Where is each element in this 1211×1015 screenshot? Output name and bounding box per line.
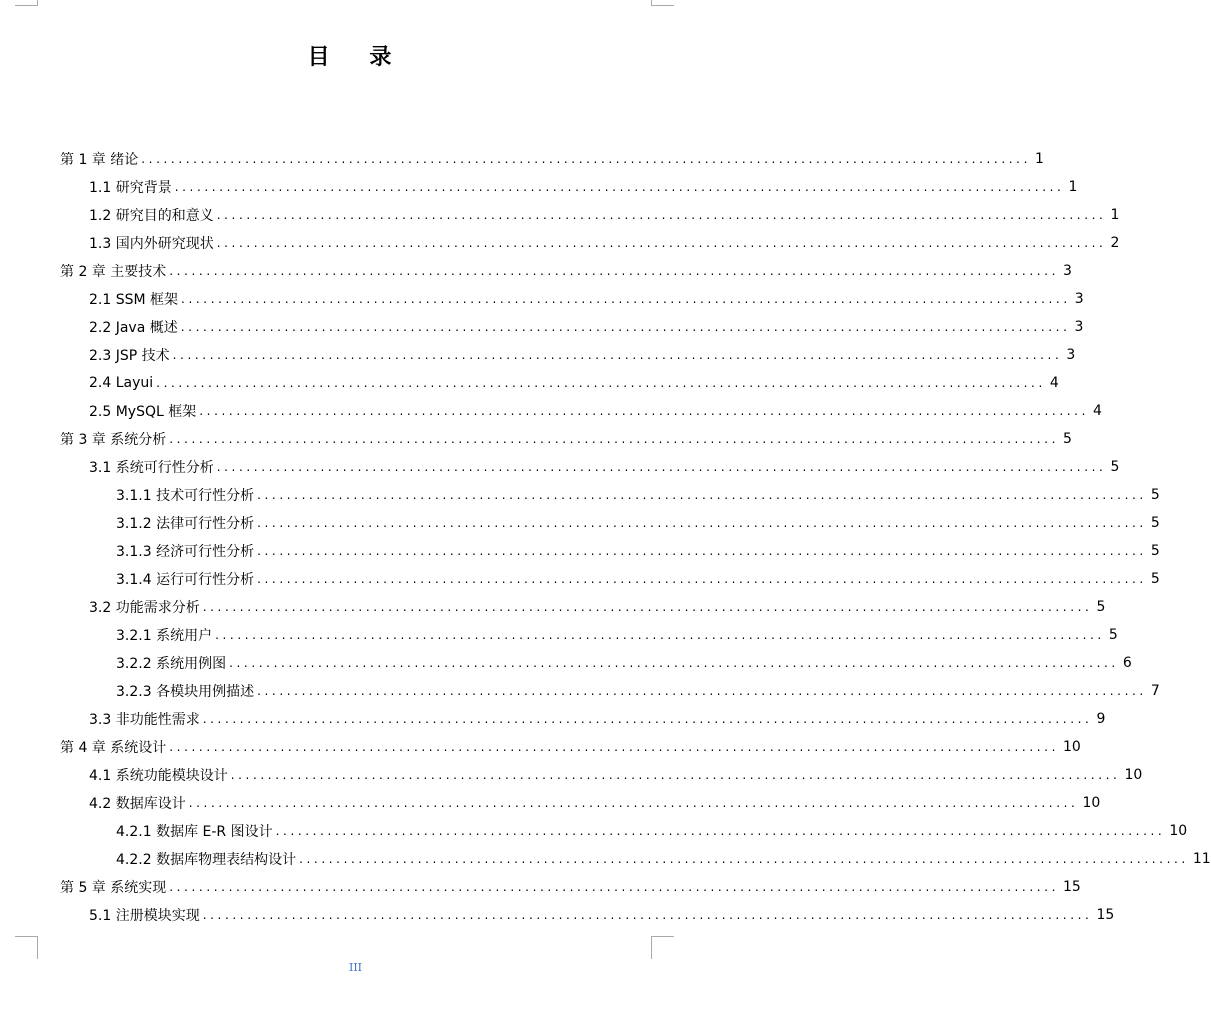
toc-entry-page: 11 xyxy=(1192,851,1211,867)
dot-leader: ........................................................................................................................ xyxy=(257,488,1147,502)
toc-entry-page: 5 xyxy=(1096,599,1106,615)
toc-entry[interactable] xyxy=(60,649,1132,677)
toc-entry[interactable] xyxy=(60,509,1160,537)
dot-leader: ........................................................................................................................ xyxy=(188,796,1079,810)
toc-entry-label: 4.2.2 数据库物理表结构设计 xyxy=(116,852,297,868)
corner-mark-top-right xyxy=(651,0,674,6)
toc-entry-page: 5 xyxy=(1110,459,1120,475)
toc-entry[interactable] xyxy=(60,201,1120,229)
toc-entry[interactable] xyxy=(60,453,1120,481)
dot-leader: ........................................................................................................................ xyxy=(169,880,1059,894)
toc-entry-label: 2.5 MySQL 框架 xyxy=(89,404,197,420)
toc-entry-label: 第 4 章 系统设计 xyxy=(60,740,167,756)
toc-entry-label: 2.2 Java 概述 xyxy=(89,320,178,336)
toc-entry-page: 5 xyxy=(1063,431,1072,447)
toc-entry-label: 3.2.2 系统用例图 xyxy=(116,656,227,672)
toc-entry-page: 2 xyxy=(1110,235,1120,251)
toc-entry-page: 7 xyxy=(1150,683,1160,699)
toc-entry-label: 5.1 注册模块实现 xyxy=(89,908,200,924)
dot-leader: ........................................................................................................................ xyxy=(141,152,1031,166)
toc-entry-page: 5 xyxy=(1108,627,1118,643)
toc-entry-page: 10 xyxy=(1124,767,1143,783)
toc-entry[interactable] xyxy=(60,173,1078,201)
toc-entry[interactable] xyxy=(60,341,1076,369)
dot-leader: ........................................................................................................................ xyxy=(299,852,1189,866)
toc-entry-page: 1 xyxy=(1035,151,1044,167)
page-title: 目 录 xyxy=(307,44,408,70)
corner-mark-bottom-right xyxy=(651,936,674,959)
toc-entry-page: 3 xyxy=(1074,319,1084,335)
toc-entry-page: 4 xyxy=(1049,375,1059,391)
dot-leader: ........................................................................................................................ xyxy=(230,768,1121,782)
toc-entry[interactable] xyxy=(60,481,1160,509)
toc-entry-label: 4.2 数据库设计 xyxy=(89,796,186,812)
toc-entry-label: 3.1.1 技术可行性分析 xyxy=(116,488,255,504)
toc-entry-page: 9 xyxy=(1096,711,1106,727)
toc-entry[interactable] xyxy=(60,313,1084,341)
toc-entry[interactable] xyxy=(60,145,1044,173)
toc-entry[interactable] xyxy=(60,593,1106,621)
dot-leader: ........................................................................................................................ xyxy=(172,348,1063,362)
toc-entry-label: 2.1 SSM 框架 xyxy=(89,292,179,308)
toc-entry[interactable] xyxy=(60,901,1115,929)
dot-leader: ........................................................................................................................ xyxy=(181,292,1071,306)
toc-entry-label: 1.2 研究目的和意义 xyxy=(89,208,214,224)
toc-entry[interactable] xyxy=(60,817,1188,845)
toc-entry-page: 1 xyxy=(1068,179,1078,195)
dot-leader: ........................................................................................................................ xyxy=(180,320,1071,334)
dot-leader: ........................................................................................................................ xyxy=(169,264,1059,278)
dot-leader: ........................................................................................................................ xyxy=(156,376,1046,390)
toc-entry-page: 10 xyxy=(1082,795,1101,811)
dot-leader: ........................................................................................................................ xyxy=(257,572,1147,586)
dot-leader: ........................................................................................................................ xyxy=(202,712,1093,726)
toc-entry[interactable] xyxy=(60,677,1160,705)
toc-entry-page: 6 xyxy=(1122,655,1132,671)
toc-entry-page: 1 xyxy=(1110,207,1120,223)
toc-entry-label: 4.2.1 数据库 E-R 图设计 xyxy=(116,824,273,840)
dot-leader: ........................................................................................................................ xyxy=(202,908,1093,922)
toc-entry-page: 5 xyxy=(1150,487,1160,503)
toc-entry[interactable] xyxy=(60,733,1081,761)
toc-entry-label: 3.2.1 系统用户 xyxy=(116,628,213,644)
toc-entry-label: 3.1 系统可行性分析 xyxy=(89,460,214,476)
toc-entry-label: 1.3 国内外研究现状 xyxy=(89,236,214,252)
toc-entry[interactable] xyxy=(60,873,1081,901)
toc-entry-page: 10 xyxy=(1169,823,1188,839)
toc-entry[interactable] xyxy=(60,537,1160,565)
dot-leader: ........................................................................................................................ xyxy=(174,180,1065,194)
toc-entry-label: 4.1 系统功能模块设计 xyxy=(89,768,228,784)
dot-leader: ........................................................................................................................ xyxy=(169,432,1059,446)
toc-entry-page: 5 xyxy=(1150,571,1160,587)
dot-leader: ........................................................................................................................ xyxy=(229,656,1119,670)
toc-entry-label: 2.3 JSP 技术 xyxy=(89,348,170,364)
dot-leader: ........................................................................................................................ xyxy=(202,600,1093,614)
toc-entry[interactable] xyxy=(60,621,1118,649)
toc-entry-page: 5 xyxy=(1150,515,1160,531)
toc-entry-page: 3 xyxy=(1063,263,1072,279)
toc-entry-page: 4 xyxy=(1092,403,1102,419)
dot-leader: ........................................................................................................................ xyxy=(275,824,1166,838)
toc-entry-label: 3.2.3 各模块用例描述 xyxy=(116,684,255,700)
toc-entry[interactable] xyxy=(60,761,1143,789)
toc-entry-label: 3.2 功能需求分析 xyxy=(89,600,200,616)
toc-entry-label: 3.1.3 经济可行性分析 xyxy=(116,544,255,560)
toc-entry-label: 3.1.2 法律可行性分析 xyxy=(116,516,255,532)
toc-entry-page: 15 xyxy=(1063,879,1081,895)
toc-entry[interactable] xyxy=(60,425,1072,453)
toc-entry-label: 3.1.4 运行可行性分析 xyxy=(116,572,255,588)
toc-entry[interactable] xyxy=(60,257,1072,285)
toc-entry-page: 3 xyxy=(1074,291,1084,307)
toc-entry[interactable] xyxy=(60,229,1120,257)
toc-entry[interactable] xyxy=(60,789,1101,817)
corner-mark-top-left xyxy=(15,0,38,6)
toc-entry-label: 1.1 研究背景 xyxy=(89,180,172,196)
dot-leader: ........................................................................................................................ xyxy=(215,628,1105,642)
toc-entry-page: 3 xyxy=(1066,347,1076,363)
toc-entry-label: 第 5 章 系统实现 xyxy=(60,880,167,896)
dot-leader: ........................................................................................................................ xyxy=(257,544,1147,558)
toc-entry[interactable] xyxy=(60,845,1211,873)
page-number: III xyxy=(348,961,363,974)
dot-leader: ........................................................................................................................ xyxy=(257,684,1147,698)
toc-entry-page: 10 xyxy=(1063,739,1081,755)
dot-leader: ........................................................................................................................ xyxy=(216,236,1107,250)
toc-entry-page: 15 xyxy=(1096,907,1115,923)
toc-entry-label: 3.3 非功能性需求 xyxy=(89,712,200,728)
toc-entry[interactable] xyxy=(60,369,1059,397)
toc-entry-label: 第 3 章 系统分析 xyxy=(60,432,167,448)
dot-leader: ........................................................................................................................ xyxy=(169,740,1059,754)
table-of-contents xyxy=(60,145,1211,929)
toc-entry-label: 2.4 Layui xyxy=(89,375,154,391)
toc-entry[interactable] xyxy=(60,397,1102,425)
corner-mark-bottom-left xyxy=(15,936,38,959)
dot-leader: ........................................................................................................................ xyxy=(216,208,1107,222)
dot-leader: ........................................................................................................................ xyxy=(199,404,1089,418)
toc-entry-label: 第 1 章 绪论 xyxy=(60,152,139,168)
toc-entry[interactable] xyxy=(60,705,1106,733)
dot-leader: ........................................................................................................................ xyxy=(257,516,1147,530)
dot-leader: ........................................................................................................................ xyxy=(216,460,1107,474)
toc-entry[interactable] xyxy=(60,565,1160,593)
toc-entry-label: 第 2 章 主要技术 xyxy=(60,264,167,280)
toc-entry-page: 5 xyxy=(1150,543,1160,559)
toc-entry[interactable] xyxy=(60,285,1084,313)
